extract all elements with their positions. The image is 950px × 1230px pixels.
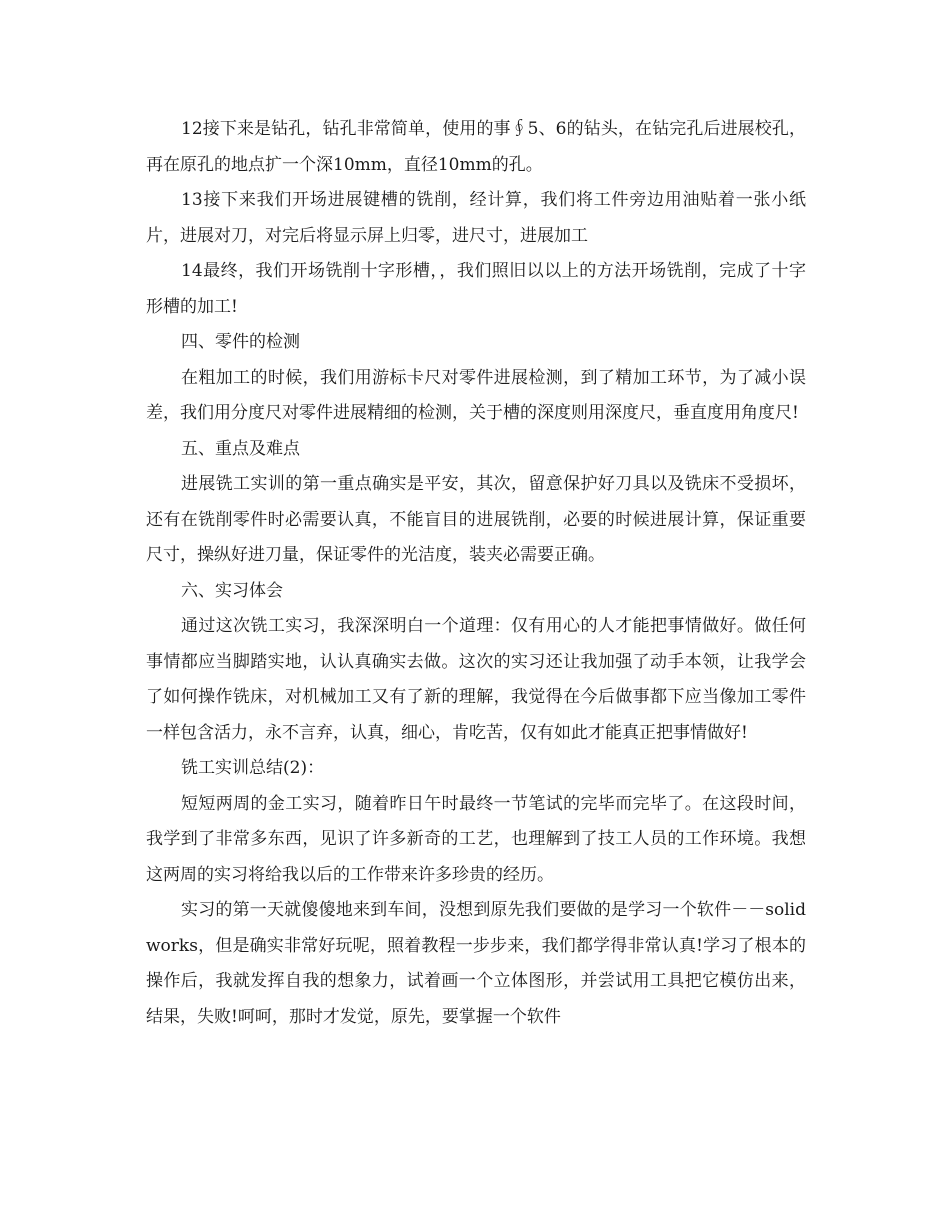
paragraph-inspection: 在粗加工的时候，我们用游标卡尺对零件进展检测，到了精加工环节，为了减小误差，我们用分度尺对零件进展精细的检测，关于槽的深度则用深度尺，垂直度用角度尺! bbox=[146, 367, 806, 423]
section-heading-summary-2: 铣工实训总结(2)： bbox=[181, 758, 325, 778]
paragraph-experience: 通过这次铣工实习，我深深明白一个道理：仅有用心的人才能把事情做好。做任何事情都应当脚踏实地，认认真确实去做。这次的实习还让我加强了动手本领，让我学会了如何操作铣床，对机械加工又有了新的理解，我觉得在今后做事都下应当像加工零件一样包含活力，永不言弃，认真，细心，肯吃苦，仅有如此才能真正把事情做好! bbox=[146, 616, 806, 743]
section-heading-key-points: 五、重点及难点 bbox=[181, 438, 300, 459]
paragraph-summary-intro: 短短两周的金工实习，随着昨日午时最终一节笔试的完毕而完毕了。在这段时间，我学到了非常多东西，见识了许多新奇的工艺，也理解到了技工人员的工作环境。我想这两周的实习将给我以后的工作带来许多珍贵的经历。 bbox=[146, 793, 806, 885]
paragraph-step-14-cross-slot: 14最终，我们开场铣削十字形槽，，我们照旧以以上的方法开场铣削，完成了十字形槽的加工! bbox=[146, 261, 806, 317]
document-body bbox=[146, 112, 806, 1035]
paragraph-key-points: 进展铣工实训的第一重点确实是平安，其次，留意保护好刀具以及铣床不受损坏，还有在铣削零件时必需要认真，不能盲目的进展铣削，必要的时候进展计算，保证重要尺寸，操纵好进刀量，保证零件的光洁度，装夹必需要正确。 bbox=[146, 474, 806, 565]
paragraph-first-day: 实习的第一天就傻傻地来到车间，没想到原先我们要做的是学习一个软件－－solidworks，但是确实非常好玩呢，照着教程一步步来，我们都学得非常认真!学习了根本的操作后，我就发挥自我的想象力，试着画一个立体图形，并尝试用工具把它模仿出来，结果，失败!呵呵，那时才发觉，原先，要掌握一个软件 bbox=[146, 900, 806, 1027]
section-heading-inspection: 四、零件的检测 bbox=[181, 332, 300, 352]
section-heading-experience: 六、实习体会 bbox=[181, 580, 283, 601]
paragraph-step-12-drilling: 12接下来是钻孔，钻孔非常简单，使用的事∮5、6的钻头，在钻完孔后进展校孔，再在原孔的地点扩一个深10mm，直径10mm的孔。 bbox=[146, 119, 806, 175]
paragraph-step-13-keyway: 13接下来我们开场进展键槽的铣削，经计算，我们将工件旁边用油贴着一张小纸片，进展对刀，对完后将显示屏上归零，进尺寸，进展加工 bbox=[146, 190, 806, 246]
